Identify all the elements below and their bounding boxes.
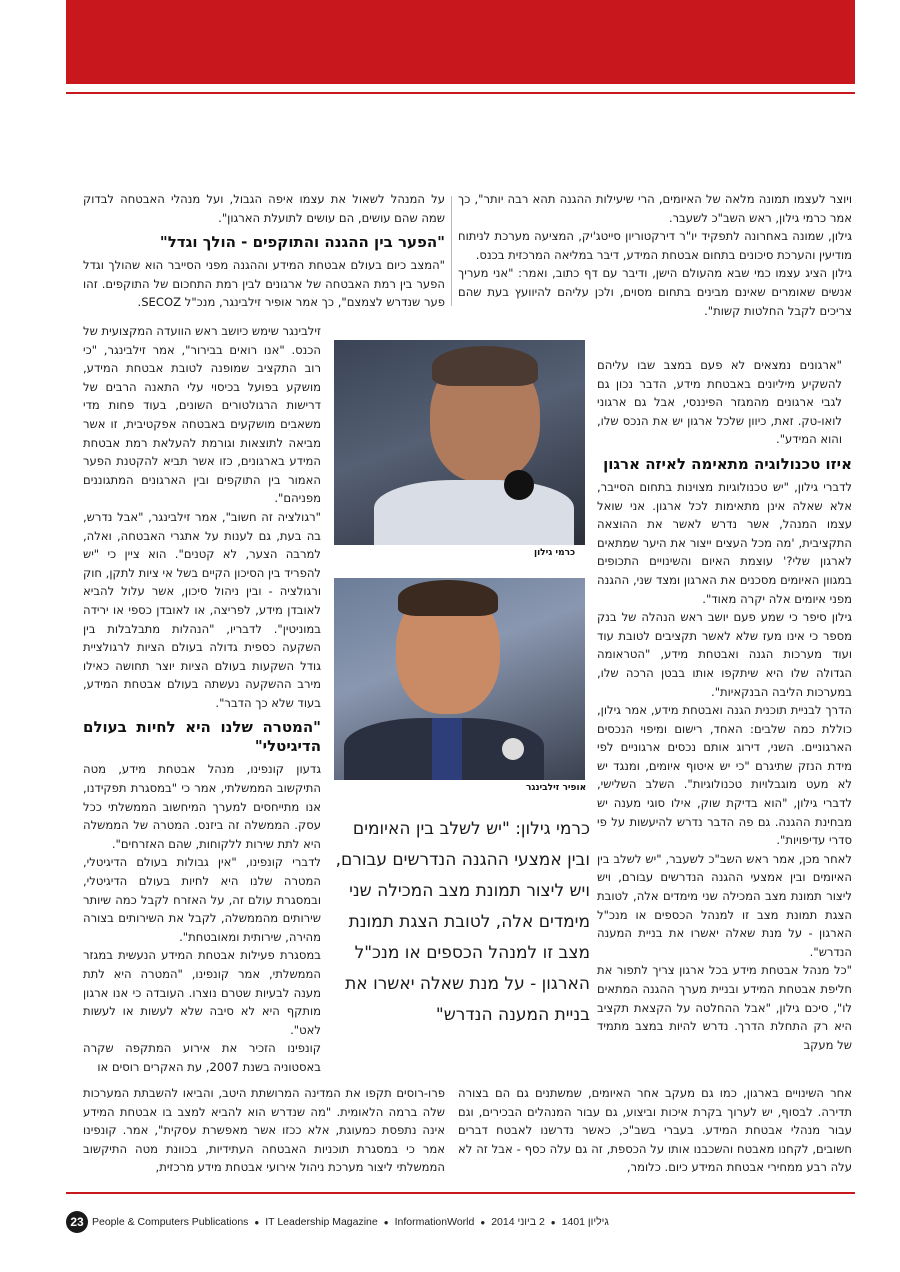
- bullet-icon: ●: [480, 1217, 486, 1227]
- quote-paragraph: "ארגונים נמצאים לא פעם במצב שבו עליהם להשקיע מיליונים באבטחת מידע, הדבר נכון גם לגבי ארגונים מהמגזר הפיננסי, אבל גם ארגוני לואו-טק. זאת, כיוון שלכל ארגון יש את הנכס שלו, והוא המידע".: [597, 358, 842, 447]
- paragraph: גדעון קונפינו, מנהל אבטחת מידע, מטה התיקשוב הממשלתי, אמר כי "במסגרת תפקידנו, אנו מתייחסים למערך המיחשוב הממשלתי ככל עסק. הממשלה זה ביזנס. המטרה של הממשלה היא לתת שירות ללקוחות, שהם האזרחים".: [83, 762, 321, 851]
- paragraph: זילבינגר שימש כיושב ראש הוועדה המקצועית של הכנס. "אנו רואים בבירור", אמר זילבינגר, "כי רוב התקציב שמופנה לטובת אבטחת המידע, מושקע בפועל בכיסוי עלי התאנה הרבים של דרישות הרגולטורים השונים, בעוד פחות מדי משאבים מושקעים באבטחה אפקטיבית, זו אשר מביאה לתוצאות וגורמת להעלאת רמת אבטחת המידע בארגונים, כזו אשר תביא להקטנת הפער האמור בין התוקפים ובין הארגונים המתגוננים מפניהם".: [83, 324, 321, 506]
- paragraph: גילון סיפר כי שמע פעם יושב ראש הנהלה של בנק מספר כי אינו מעז שלא לאשר תקציבים לטובת עוד ועוד מערכות הגנה ואבטחת מידע, "הטראומה הגדולה שלו היא שיתקפו אותו בבטן הרכה שלו, במערכות הליבה הבנקאיות".: [597, 610, 852, 699]
- footer-rule: [66, 1192, 855, 1194]
- paragraph: "כל מנהל אבטחת מידע בכל ארגון צריך לתפור את חליפת אבטחת המידע ובניית מערך ההגנה המתאים לו", סיכם גילון, "אבל ההחלטה על הקצאת תקציב היא רק התחלת הדרך. נדרש להיות במצב מתמיד של מעקב: [597, 963, 852, 1052]
- bullet-icon: ●: [254, 1217, 260, 1227]
- paragraph: "המצב כיום בעולם אבטחת המידע וההגנה מפני הסייבר הוא שהולך וגדל הפער בין רמת האבטחה של ארגונים לבין רמת התחכום של התוקפים. זהו פער שנדרש לצמצם", כך אמר אופיר זילבינגר, מנכ"ל SECOZ.: [83, 258, 445, 310]
- photo-caption: אופיר זילבינגר: [526, 783, 587, 793]
- bullet-icon: ●: [550, 1217, 556, 1227]
- paragraph: לדברי קונפינו, "אין גבולות בעולם הדיגיטלי, המטרה שלנו היא לחיות בעולם הדיגיטלי, ובמסגרת עולם זה, על האזרח לקבל כמה שיותר שירותים מהממשלה, לקבל את השירותים בצורה מהירה, שירותית ומאובטחת".: [83, 855, 321, 944]
- bullet-icon: ●: [383, 1217, 389, 1227]
- left-column-top: [83, 190, 445, 312]
- section-heading: "הפער בין ההגנה והתוקפים - הולך וגדל": [159, 233, 445, 252]
- photo-ofir-zilbiger: [334, 578, 585, 780]
- paragraph: גילון הציג עצמו כמי שבא מהעולם הישן, ודיבר עם דף כתוב, ואמר: "אני מעריך אנשים שאומרים שאינם מבינים בתחום מסוים, ולכן עליהם להיוועץ בעת שהם צריכים לקבל החלטות קשות".: [458, 266, 852, 318]
- footer-item: IT Leadership Magazine: [265, 1216, 378, 1228]
- footer-item: InformationWorld: [394, 1216, 475, 1228]
- bottom-left-text: פרו-רוסים תקפו את המדינה המרושתת היטב, והביאו להשבתת המערכות שלה ברמה הלאומית. "מה שנדרש הוא להביא למצב בו אבטחת המידע אינה נתפסת כמעוגת, אלא ככזו אשר מאפשרת עסקית", אמר. קונפינו אמר כי במסגרת תוכניות האבטחה העתידיות, בכוונת מטה התיקשוב הממשלתי ליצור מערכת ניהול אירועי אבטחת מידע מרכזית,: [83, 1086, 445, 1175]
- right-column-top: [458, 190, 852, 320]
- pull-quote: כרמי גילון: "יש לשלב בין האיומים ובין אמצעי ההגנה הנדרשים עבורם, ויש ליצור תמונת מצב המכילה שני מימדים אלה, לטובת הצגת תמונת מצב זו למנהל הכספים או מנכ"ל הארגון - על מנת שאלה יאשרו את בניית המענה הנדרש": [335, 819, 590, 1025]
- column-divider: [451, 196, 452, 306]
- paragraph: קונפינו הזכיר את אירוע המתקפה שקרה באסטוניה בשנת 2007, עת האקרים רוסים או: [83, 1041, 321, 1074]
- paragraph: גילון, שמונה באחרונה לתפקיד יו"ר דירקטוריון סייטג'יק, המציעה מערכת לניתוח מודיעין והערכת סיכונים בתחום אבטחת המידע, דיבר במליאה המרכזית בכנס.: [458, 229, 852, 262]
- photo-caption: כרמי גילון: [534, 548, 576, 558]
- header-rule: [66, 92, 855, 94]
- paragraph: על המנהל לשאול את עצמו איפה הגבול, ועל מנהלי האבטחה לבדוק שמה שהם עושים, הם עושים לתועלת הארגון".: [83, 192, 445, 225]
- section-heading: איזו טכנולוגיה מתאימה לאיזה ארגון: [603, 454, 852, 473]
- footer-item: 2 ביוני 2014: [491, 1216, 545, 1228]
- paragraph: לאחר מכן, אמר ראש השב"כ לשעבר, "יש לשלב בין האיומים ובין אמצעי ההגנה הנדרשים עבורם, ויש ליצור תמונת מצב המכילה שני מימדים אלה, לטובת הצגת תמונת מצב זו למנהל הכספים או מנכ"ל הארגון - על מנת שאלה יאשרו את בניית המענה הנדרש".: [597, 851, 852, 959]
- paragraph: "רגולציה זה חשוב", אמר זילבינגר, "אבל נדרש, בה בעת, גם לענות על אתגרי האבטחה, ואלה, למרבה הצער, לא קטנים". הוא ציין כי "יש להפריד בין הסיכון הקיים בשל אי ציות לתקן, חוק ורגולציה - ובין ניהול סיכון, אשר עלול להביא לאובדן מידע, לפריצה, או לאובדן כספי או ירידה במוניטין". לדבריו, "הנהלות מתבלבלות בין השקעה כספית גדולה בעולם הציות לרגולציית גודל השקעות בעולם הציות יוצר תחושה כאילו מירב ההשקעה נעשתה בעולם אבטחת המידע, בעוד שלא כך הדבר".: [83, 509, 321, 710]
- bottom-right-text: אחר השינויים בארגון, כמו גם מעקב אחר האיומים, שמשתנים גם הם בצורה תדירה. לבסוף, יש לערוך בקרת איכות וביצוע, גם עבור המנהלים הבכירים, וגם עבור מנהלי אבטחת המידע. בעברי בשב"כ, כאשר נדרשנו לאבטח דברים חשובים, לקחנו מאבטח והשכבנו אותו על הכספת, זה גם עלה כסף - אבל זה לא עלה רבע ממחירי אבטחת המידע כיום. כלומר,: [458, 1086, 852, 1175]
- page-number: 23: [66, 1211, 88, 1233]
- paragraph: במסגרת פעילות אבטחת המידע הנעשית במגזר הממשלתי, אמר קונפינו, "המטרה היא לתת מענה לבעיות שטרם נוצרו. העובדה כי אנו ארגון מותקף היא לא סיבה שלא לעשות או לעשות לאט".: [83, 948, 321, 1037]
- paragraph: הדרך לבניית תוכנית הגנה ואבטחת מידע, אמר גילון, כוללת כמה שלבים: האחד, רישום ומיפוי הנכסים הארגוניים. השני, דירוג אותם נכסים ארגוניים לפי מידת הנזק שתיגרם "כי יש איטוף איומים, ומנגד יש לא מעט מוגבלויות טכנולוגיות". השלב השלישי, לדברי גילון, "הוא בדיקת שוק, אילו סוגי מענה יש מבחינת ההגנה. גם פה הדבר נדרש להיעשות על פי סדרי עדיפויות".: [597, 703, 852, 848]
- left-column-narrow: [83, 322, 321, 1077]
- paragraph: ויוצר לעצמו תמונה מלאה של האיומים, הרי שיעילות ההגנה תהא רבה יותר", כך אמר כרמי גילון, ראש השב"כ לשעבר.: [458, 192, 852, 225]
- page-footer: [66, 1210, 855, 1234]
- right-column: [597, 356, 852, 1054]
- section-heading: "המטרה שלנו היא לחיות בעולם הדיגיטלי": [83, 718, 321, 756]
- footer-item: People & Computers Publications: [92, 1216, 249, 1228]
- footer-item: גיליון 1401: [561, 1216, 609, 1228]
- photo-carmi-gillon: [334, 340, 585, 545]
- paragraph: לדברי גילון, "יש טכנולוגיות מצוינות בתחום הסייבר, אלא שאלה אינן מתאימות לכל ארגון. אני שואל עצמו המנהל, אשר נדרש לאשר את ההוצאה התקציבית, 'מה מכל העצים ייצור את היער שמתאים לארגון שלי?' עוצמת האיום והשינויים התכופים במגוון האיומים מסכנים את הארגון ומצד שני, ההגנה מפני איומים אלה יקרה מאוד".: [597, 479, 852, 606]
- header-band: [66, 0, 855, 84]
